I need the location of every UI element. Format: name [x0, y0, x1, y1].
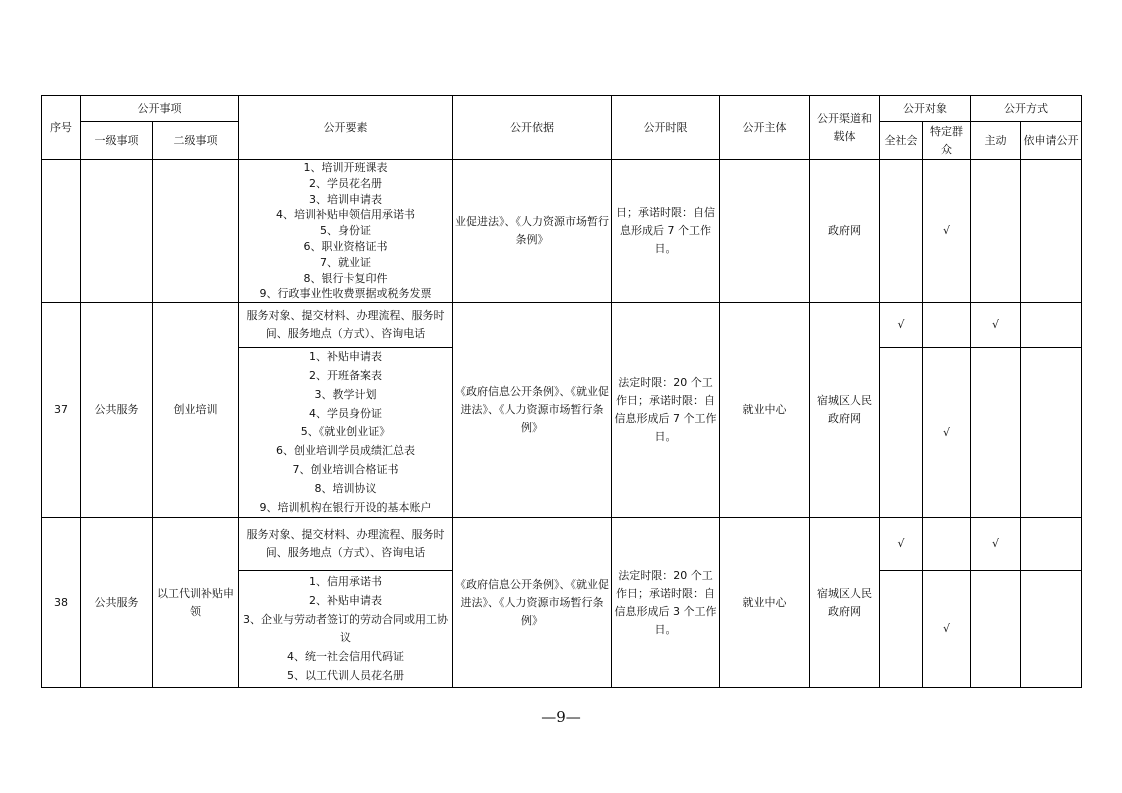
cell-method-apply-38b	[1021, 571, 1082, 688]
cell-seq-37: 37	[42, 303, 81, 518]
table-row-38a	[42, 518, 1082, 571]
list-item: 5、《就业创业证》	[300, 425, 391, 439]
cell-method-apply-38a	[1021, 518, 1082, 571]
list-item: 3、教学计划	[314, 387, 377, 401]
header-level1: 一级事项	[81, 122, 153, 160]
header-method-active: 主动	[971, 122, 1021, 160]
cell-subject-38: 就业中心	[720, 518, 810, 688]
check-mark: √	[971, 303, 1021, 348]
elements-list-38	[241, 573, 450, 686]
list-item: 9、培训机构在银行开设的基本账户	[259, 500, 432, 514]
table-row-continued	[42, 160, 1082, 303]
cell-channel-37	[810, 303, 880, 518]
cell-time-limit-continued	[612, 160, 720, 303]
check-mark: √	[923, 571, 971, 688]
elements-list-37	[241, 348, 450, 517]
cell-elements-general-38	[239, 518, 453, 571]
basis-text: 《政府信息公开条例》、《就业促进法》、《人力资源市场暂行条例》	[455, 385, 609, 435]
cell-time-limit-38	[612, 518, 720, 688]
header-channel: 公开渠道和载体	[810, 96, 880, 160]
cell-target-specific-38a	[923, 518, 971, 571]
time-limit-text: 法定时限：20 个工作日；承诺时限：自信息形成后 3 个工作日。	[614, 568, 717, 636]
list-item: 8、银行卡复印件	[303, 271, 388, 285]
cell-target-all-38b	[880, 571, 923, 688]
cell-basis-37	[453, 303, 612, 518]
time-limit-text: 日；承诺时限：自信息形成后 7 个工作日。	[616, 206, 715, 256]
list-item: 5、以工代训人员花名册	[287, 668, 404, 682]
list-item: 2、开班备案表	[309, 368, 382, 382]
page-number: —9—	[541, 708, 581, 726]
disclosure-table	[41, 95, 1082, 688]
cell-method-apply-continued	[1021, 160, 1082, 303]
cell-elements-continued	[239, 160, 453, 303]
cell-level1-37: 公共服务	[81, 303, 153, 518]
cell-subject-continued	[720, 160, 810, 303]
cell-subject-37: 就业中心	[720, 303, 810, 518]
table-row-37a	[42, 303, 1082, 348]
check-mark: √	[923, 348, 971, 518]
cell-seq-continued	[42, 160, 81, 303]
list-item: 1、补贴申请表	[309, 350, 382, 364]
cell-target-specific-37a	[923, 303, 971, 348]
header-time-limit: 公开时限	[612, 96, 720, 160]
cell-elements-list-38	[239, 571, 453, 688]
cell-elements-list-37	[239, 348, 453, 518]
cell-basis-38	[453, 518, 612, 688]
header-public-items: 公开事项	[81, 96, 239, 122]
header-target-specific: 特定群众	[923, 122, 971, 160]
list-item: 2、学员花名册	[309, 176, 382, 190]
list-item: 1、培训开班课表	[303, 161, 388, 174]
header-row-1	[42, 96, 1082, 122]
list-item: 4、培训补贴申领信用承诺书	[276, 208, 415, 222]
cell-time-limit-37	[612, 303, 720, 518]
list-item: 2、补贴申请表	[309, 593, 382, 607]
list-item: 7、创业培训合格证书	[292, 462, 399, 476]
header-subject: 公开主体	[720, 96, 810, 160]
cell-method-active-37b	[971, 348, 1021, 518]
time-limit-text: 法定时限：20 个工作日；承诺时限：自信息形成后 7 个工作日。	[614, 376, 717, 444]
check-mark: √	[880, 303, 923, 348]
header-target: 公开对象	[880, 96, 971, 122]
check-mark: √	[880, 518, 923, 571]
header-method: 公开方式	[971, 96, 1082, 122]
list-item: 7、就业证	[320, 255, 371, 269]
header-basis: 公开依据	[453, 96, 612, 160]
cell-method-active-38b	[971, 571, 1021, 688]
cell-level1-38: 公共服务	[81, 518, 153, 688]
cell-target-all-37b	[880, 348, 923, 518]
cell-level2-continued	[153, 160, 239, 303]
header-elements: 公开要素	[239, 96, 453, 160]
cell-elements-general-37	[239, 303, 453, 348]
list-item: 6、职业资格证书	[303, 239, 388, 253]
cell-level2-37: 创业培训	[153, 303, 239, 518]
elements-list-continued	[241, 160, 450, 302]
list-item: 5、身份证	[320, 224, 371, 238]
cell-seq-38: 38	[42, 518, 81, 688]
list-item: 3、企业与劳动者签订的劳动合同或用工协议	[243, 612, 448, 645]
list-item: 4、学员身份证	[309, 406, 382, 420]
cell-level1-continued	[81, 160, 153, 303]
cell-basis-continued	[453, 160, 612, 303]
basis-text: 业促进法》、《人力资源市场暂行条例》	[455, 215, 609, 247]
header-level2: 二级事项	[153, 122, 239, 160]
list-item: 3、培训申请表	[309, 192, 382, 206]
header-method-apply: 依申请公开	[1021, 122, 1082, 160]
list-item: 8、培训协议	[314, 481, 377, 495]
cell-channel-38	[810, 518, 880, 688]
list-item: 9、行政事业性收费票据或税务发票	[259, 287, 432, 301]
header-target-all: 全社会	[880, 122, 923, 160]
cell-target-all-continued	[880, 160, 923, 303]
channel-text: 宿城区人民政府网	[817, 586, 872, 618]
list-item: 1、信用承诺书	[309, 574, 382, 588]
elements-general-text: 服务对象、提交材料、办理流程、服务时间、服务地点（方式）、咨询电话	[246, 309, 445, 341]
list-item: 4、统一社会信用代码证	[287, 650, 404, 664]
basis-text: 《政府信息公开条例》、《就业促进法》、《人力资源市场暂行条例》	[455, 577, 609, 627]
channel-text: 宿城区人民政府网	[817, 394, 872, 426]
cell-channel-continued	[810, 160, 880, 303]
elements-general-text: 服务对象、提交材料、办理流程、服务时间、服务地点（方式）、咨询电话	[246, 528, 445, 560]
channel-text: 政府网	[828, 224, 861, 238]
cell-level2-38	[153, 518, 239, 688]
cell-method-apply-37b	[1021, 348, 1082, 518]
check-mark: √	[971, 518, 1021, 571]
cell-method-active-continued	[971, 160, 1021, 303]
cell-method-apply-37a	[1021, 303, 1082, 348]
list-item: 6、创业培训学员成绩汇总表	[276, 444, 415, 458]
header-seq: 序号	[42, 96, 81, 160]
check-mark: √	[923, 160, 971, 303]
level2-text: 以工代训补贴申领	[157, 586, 234, 618]
